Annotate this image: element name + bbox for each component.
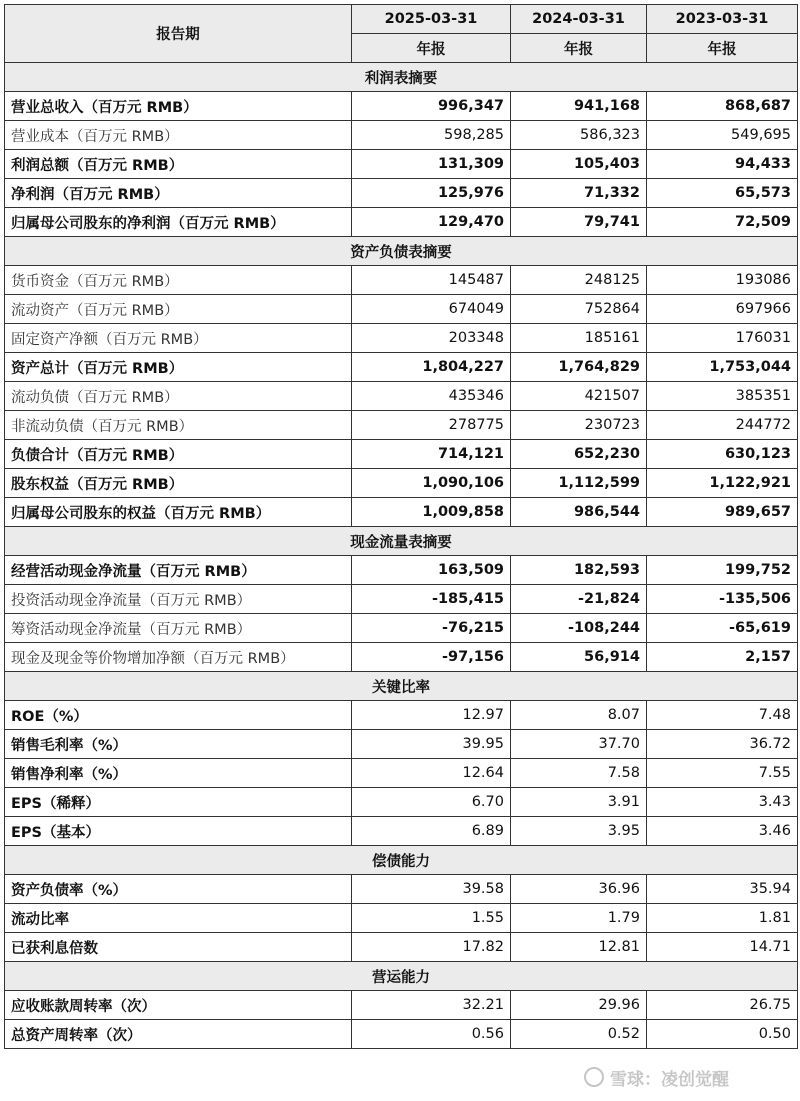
value-cell: 193086 — [647, 266, 798, 295]
snowball-logo-icon — [584, 1067, 604, 1087]
row-label: 已获利息倍数 — [5, 933, 352, 962]
table-row — [5, 817, 798, 846]
value-cell: -185,415 — [352, 585, 511, 614]
row-label: 非流动负债（百万元 RMB） — [5, 411, 352, 440]
table-row — [5, 1020, 798, 1049]
value-cell: 6.89 — [352, 817, 511, 846]
report-type-2: 年报 — [511, 34, 647, 63]
value-cell: -97,156 — [352, 643, 511, 672]
section-title: 资产负债表摘要 — [5, 237, 798, 266]
table-row — [5, 556, 798, 585]
row-label: 归属母公司股东的权益（百万元 RMB） — [5, 498, 352, 527]
table-row — [5, 498, 798, 527]
row-label: 投资活动现金净流量（百万元 RMB） — [5, 585, 352, 614]
value-cell: 989,657 — [647, 498, 798, 527]
value-cell: 203348 — [352, 324, 511, 353]
table-row — [5, 643, 798, 672]
row-label: 销售净利率（%） — [5, 759, 352, 788]
value-cell: 0.56 — [352, 1020, 511, 1049]
row-label: 归属母公司股东的净利润（百万元 RMB） — [5, 208, 352, 237]
value-cell: 7.58 — [511, 759, 647, 788]
section-row — [5, 672, 798, 701]
period-header: 报告期 — [5, 5, 352, 63]
value-cell: 1,009,858 — [352, 498, 511, 527]
value-cell: 3.91 — [511, 788, 647, 817]
value-cell: 652,230 — [511, 440, 647, 469]
value-cell: 125,976 — [352, 179, 511, 208]
value-cell: -21,824 — [511, 585, 647, 614]
row-label: 现金及现金等价物增加净额（百万元 RMB） — [5, 643, 352, 672]
table-row — [5, 295, 798, 324]
table-row — [5, 150, 798, 179]
value-cell: 752864 — [511, 295, 647, 324]
row-label: 流动资产（百万元 RMB） — [5, 295, 352, 324]
value-cell: 3.95 — [511, 817, 647, 846]
value-cell: 8.07 — [511, 701, 647, 730]
value-cell: 79,741 — [511, 208, 647, 237]
row-label: 总资产周转率（次） — [5, 1020, 352, 1049]
value-cell: 435346 — [352, 382, 511, 411]
table-row — [5, 353, 798, 382]
table-row — [5, 266, 798, 295]
table-row — [5, 324, 798, 353]
row-label: 资产总计（百万元 RMB） — [5, 353, 352, 382]
value-cell: 176031 — [647, 324, 798, 353]
value-cell: 1.81 — [647, 904, 798, 933]
table-row — [5, 991, 798, 1020]
date-header-1: 2025-03-31 — [352, 5, 511, 34]
table-row — [5, 469, 798, 498]
report-type-1: 年报 — [352, 34, 511, 63]
row-label: 营业成本（百万元 RMB） — [5, 121, 352, 150]
value-cell: 941,168 — [511, 92, 647, 121]
table-row — [5, 92, 798, 121]
table-row — [5, 875, 798, 904]
value-cell: 0.50 — [647, 1020, 798, 1049]
row-label: 利润总额（百万元 RMB） — [5, 150, 352, 179]
table-row — [5, 759, 798, 788]
row-label: 负债合计（百万元 RMB） — [5, 440, 352, 469]
table-row — [5, 788, 798, 817]
section-row — [5, 527, 798, 556]
section-title: 偿债能力 — [5, 846, 798, 875]
value-cell: 248125 — [511, 266, 647, 295]
value-cell: 65,573 — [647, 179, 798, 208]
row-label: 营业总收入（百万元 RMB） — [5, 92, 352, 121]
row-label: 流动负债（百万元 RMB） — [5, 382, 352, 411]
value-cell: 868,687 — [647, 92, 798, 121]
table-row — [5, 440, 798, 469]
value-cell: 586,323 — [511, 121, 647, 150]
section-row — [5, 63, 798, 92]
financial-summary-table — [4, 4, 798, 1049]
watermark — [584, 1062, 794, 1092]
row-label: 经营活动现金净流量（百万元 RMB） — [5, 556, 352, 585]
table-row — [5, 585, 798, 614]
value-cell: 7.55 — [647, 759, 798, 788]
table-row — [5, 933, 798, 962]
value-cell: 549,695 — [647, 121, 798, 150]
value-cell: 199,752 — [647, 556, 798, 585]
value-cell: 244772 — [647, 411, 798, 440]
section-row — [5, 962, 798, 991]
value-cell: 421507 — [511, 382, 647, 411]
value-cell: 72,509 — [647, 208, 798, 237]
table-row — [5, 179, 798, 208]
watermark-text: 雪球：凌创觉醒 — [610, 1069, 729, 1090]
value-cell: 94,433 — [647, 150, 798, 179]
value-cell: -108,244 — [511, 614, 647, 643]
value-cell: 598,285 — [352, 121, 511, 150]
row-label: 股东权益（百万元 RMB） — [5, 469, 352, 498]
value-cell: 7.48 — [647, 701, 798, 730]
date-header-3: 2023-03-31 — [647, 5, 798, 34]
value-cell: 39.58 — [352, 875, 511, 904]
row-label: 净利润（百万元 RMB） — [5, 179, 352, 208]
table-row — [5, 208, 798, 237]
value-cell: 26.75 — [647, 991, 798, 1020]
value-cell: 131,309 — [352, 150, 511, 179]
section-title: 关键比率 — [5, 672, 798, 701]
row-label: 筹资活动现金净流量（百万元 RMB） — [5, 614, 352, 643]
table-row — [5, 614, 798, 643]
value-cell: 0.52 — [511, 1020, 647, 1049]
row-label: 固定资产净额（百万元 RMB） — [5, 324, 352, 353]
value-cell: -76,215 — [352, 614, 511, 643]
value-cell: -65,619 — [647, 614, 798, 643]
value-cell: 185161 — [511, 324, 647, 353]
value-cell: 35.94 — [647, 875, 798, 904]
row-label: 销售毛利率（%） — [5, 730, 352, 759]
value-cell: 29.96 — [511, 991, 647, 1020]
value-cell: 56,914 — [511, 643, 647, 672]
value-cell: 129,470 — [352, 208, 511, 237]
value-cell: 12.64 — [352, 759, 511, 788]
date-header-2: 2024-03-31 — [511, 5, 647, 34]
value-cell: 32.21 — [352, 991, 511, 1020]
financial-summary-sheet — [4, 4, 797, 1049]
value-cell: 145487 — [352, 266, 511, 295]
value-cell: 697966 — [647, 295, 798, 324]
table-body — [5, 63, 798, 1049]
value-cell: 278775 — [352, 411, 511, 440]
value-cell: 36.96 — [511, 875, 647, 904]
section-title: 利润表摘要 — [5, 63, 798, 92]
value-cell: 2,157 — [647, 643, 798, 672]
value-cell: 71,332 — [511, 179, 647, 208]
row-label: 资产负债率（%） — [5, 875, 352, 904]
table-row — [5, 382, 798, 411]
section-title: 营运能力 — [5, 962, 798, 991]
value-cell: 1,804,227 — [352, 353, 511, 382]
row-label: EPS（基本） — [5, 817, 352, 846]
row-label: ROE（%） — [5, 701, 352, 730]
table-row — [5, 730, 798, 759]
value-cell: 230723 — [511, 411, 647, 440]
value-cell: 12.81 — [511, 933, 647, 962]
value-cell: 1,090,106 — [352, 469, 511, 498]
value-cell: 14.71 — [647, 933, 798, 962]
value-cell: 1,764,829 — [511, 353, 647, 382]
table-row — [5, 121, 798, 150]
section-row — [5, 846, 798, 875]
row-label: 流动比率 — [5, 904, 352, 933]
value-cell: 3.43 — [647, 788, 798, 817]
value-cell: -135,506 — [647, 585, 798, 614]
value-cell: 630,123 — [647, 440, 798, 469]
table-row — [5, 701, 798, 730]
value-cell: 1,112,599 — [511, 469, 647, 498]
report-type-3: 年报 — [647, 34, 798, 63]
value-cell: 1,122,921 — [647, 469, 798, 498]
section-title: 现金流量表摘要 — [5, 527, 798, 556]
value-cell: 37.70 — [511, 730, 647, 759]
value-cell: 17.82 — [352, 933, 511, 962]
value-cell: 182,593 — [511, 556, 647, 585]
value-cell: 996,347 — [352, 92, 511, 121]
section-row — [5, 237, 798, 266]
value-cell: 385351 — [647, 382, 798, 411]
value-cell: 714,121 — [352, 440, 511, 469]
table-row — [5, 411, 798, 440]
value-cell: 36.72 — [647, 730, 798, 759]
value-cell: 39.95 — [352, 730, 511, 759]
value-cell: 163,509 — [352, 556, 511, 585]
row-label: EPS（稀释） — [5, 788, 352, 817]
row-label: 货币资金（百万元 RMB） — [5, 266, 352, 295]
row-label: 应收账款周转率（次） — [5, 991, 352, 1020]
value-cell: 3.46 — [647, 817, 798, 846]
value-cell: 1,753,044 — [647, 353, 798, 382]
value-cell: 674049 — [352, 295, 511, 324]
value-cell: 1.55 — [352, 904, 511, 933]
value-cell: 105,403 — [511, 150, 647, 179]
value-cell: 6.70 — [352, 788, 511, 817]
value-cell: 12.97 — [352, 701, 511, 730]
table-row — [5, 904, 798, 933]
value-cell: 1.79 — [511, 904, 647, 933]
value-cell: 986,544 — [511, 498, 647, 527]
